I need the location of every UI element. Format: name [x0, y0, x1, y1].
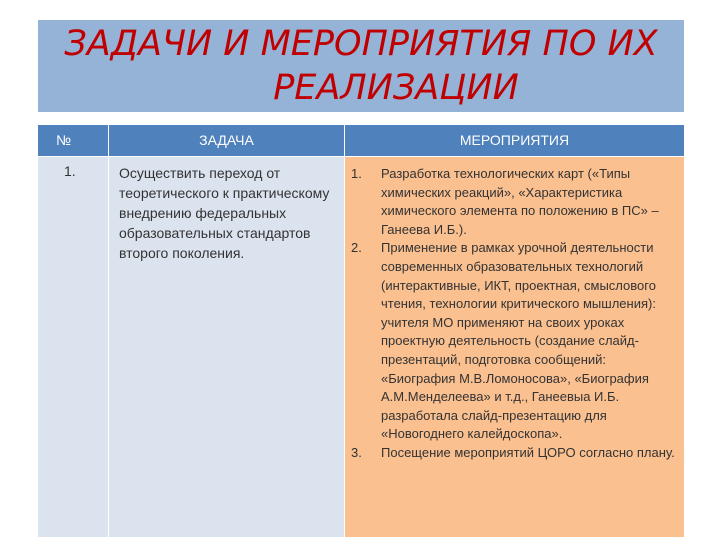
- row-activities: [345, 157, 684, 537]
- header-task: ЗАДАЧА: [109, 125, 344, 156]
- activity-item: [351, 165, 678, 239]
- activity-number: 2.: [351, 240, 362, 256]
- row-task: Осуществить переход от теоретического к практическому внедрению федеральных образовательных стандартов второго поколения.: [109, 157, 344, 537]
- activity-number: 3.: [351, 444, 362, 460]
- activity-text: Посещение мероприятий ЦОРО согласно плану.: [381, 444, 675, 460]
- activity-item: [351, 239, 678, 444]
- activity-item: [351, 444, 678, 463]
- activity-number: 1.: [351, 166, 362, 181]
- slide-title: [38, 20, 684, 112]
- tasks-table: [38, 125, 684, 537]
- header-activities: МЕРОПРИЯТИЯ: [345, 125, 684, 156]
- row-number: 1.: [38, 157, 108, 537]
- title-line-2: РЕАЛИЗАЦИИ: [273, 68, 519, 108]
- activity-text: Применение в рамках урочной деятельности современных образовательных технологий (интерактивные, ИКТ, проектная, смыслового чтения, технологии критического мышления): учителя МО применяют на своих уроках проектную деятельность (создание слайд-презентаций, подготовка сообщений: «Биография М.В.Ломоносова», «Биография А.М.Менделеева» и т.д., Ганеевыа И.Б. разработала слайд-презентацию для «Новогоднего калейдоскопа».: [381, 240, 656, 442]
- header-number: №: [38, 125, 108, 156]
- title-line-1: ЗАДАЧИ И МЕРОПРИЯТИЯ ПО ИХ: [64, 24, 658, 64]
- activity-text: Разработка технологических карт («Типы химических реакций», «Характеристика химического элемента по положению в ПС» – Ганеева И.Б.).: [381, 166, 659, 237]
